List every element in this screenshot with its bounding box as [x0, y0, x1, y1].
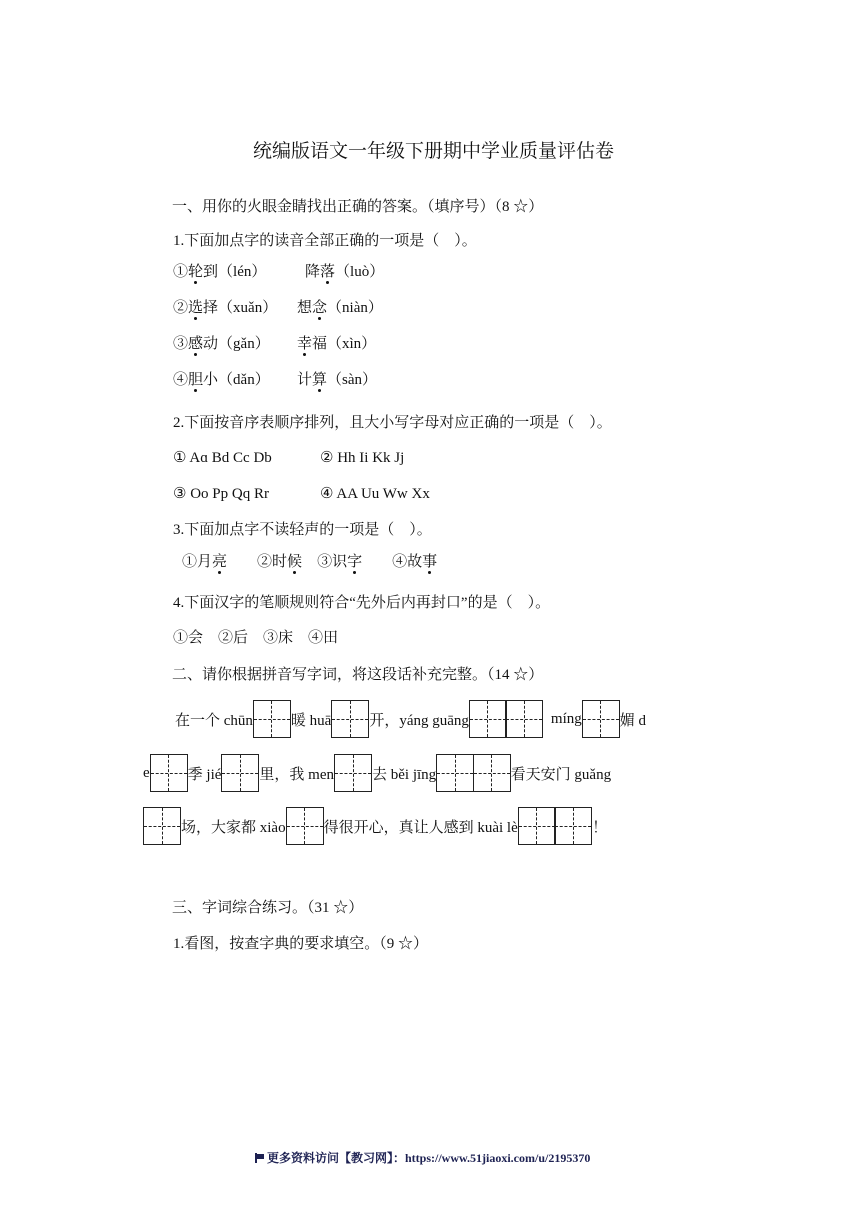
tianzige-box — [150, 754, 188, 792]
text-segment: 想 — [297, 300, 313, 316]
dotted-character: 念 — [312, 300, 328, 316]
text-segment: （sàn） — [327, 372, 378, 388]
passage-text: 看天安门 guǎng — [510, 766, 612, 783]
tianzige-box — [253, 700, 291, 738]
text-segment: ④故 — [362, 554, 423, 570]
passage-text: 里，我 men — [259, 766, 334, 783]
option-row — [173, 262, 384, 298]
tianzige-box — [436, 754, 474, 792]
dotted-character: 亮 — [212, 554, 228, 570]
tianzige-box — [554, 807, 592, 845]
page-title: 统编版语文一年级下册期中学业质量评估卷 — [252, 141, 614, 162]
text-segment: ② Hh Ii Kk Jj — [320, 450, 405, 466]
passage-text: 去 běi jīng — [372, 766, 437, 783]
dotted-character: 候 — [287, 554, 303, 570]
q4-options — [173, 628, 338, 664]
flag-icon — [255, 1153, 264, 1163]
text-segment: 择（xuǎn） — [203, 300, 278, 316]
writing-grid — [582, 700, 620, 738]
dotted-character: 落 — [320, 264, 336, 280]
text-segment: 降 — [305, 264, 321, 280]
passage-text: 季 jié — [187, 766, 222, 783]
option-text — [173, 484, 320, 504]
text-segment: （luò） — [335, 264, 385, 280]
option-row — [173, 298, 384, 334]
text-segment: 小（dǎn） — [203, 372, 270, 388]
dotted-character: 字 — [347, 554, 363, 570]
tianzige-box — [286, 807, 324, 845]
passage-line-1 — [175, 700, 646, 738]
dotted-character: 选 — [188, 300, 204, 316]
option-text — [297, 370, 377, 390]
q2-stem: 2.下面按音序表顺序排列，且大小写字母对应正确的一项是（ ）。 — [173, 415, 612, 431]
section1-heading: 一、用你的火眼金睛找出正确的答案。（填序号）（8 ☆） — [172, 199, 544, 215]
writing-grid — [518, 807, 593, 845]
option-row — [173, 334, 384, 370]
text-segment: 福（xìn） — [312, 336, 377, 352]
dotted-character: 感 — [188, 336, 204, 352]
text-segment: 计 — [297, 372, 313, 388]
option-text — [173, 370, 297, 390]
writing-grid — [150, 754, 188, 792]
text-segment: ③ — [173, 336, 189, 352]
text-segment: （niàn） — [327, 300, 383, 316]
option-text — [305, 262, 384, 282]
q1-stem: 1.下面加点字的读音全部正确的一项是（ ）。 — [173, 233, 477, 249]
option-text — [173, 628, 338, 648]
option-row — [173, 628, 338, 664]
option-row — [173, 448, 430, 484]
option-text — [173, 262, 305, 282]
writing-grid — [143, 807, 181, 845]
text-segment: ① — [173, 264, 189, 280]
option-text — [182, 552, 437, 572]
dotted-character: 事 — [422, 554, 438, 570]
writing-grid — [436, 754, 511, 792]
q3-stem: 3.下面加点字不读轻声的一项是（ ）。 — [173, 522, 432, 538]
dotted-character: 幸 — [297, 336, 313, 352]
dotted-character: 轮 — [188, 264, 204, 280]
section2-heading: 二、请你根据拼音写字词，将这段话补充完整。（14 ☆） — [172, 667, 544, 683]
passage-text: 在一个 chūn — [175, 712, 253, 729]
option-text — [297, 298, 383, 318]
passage-text: míng — [543, 710, 582, 727]
writing-grid — [331, 700, 369, 738]
writing-grid — [253, 700, 291, 738]
passage-line-3 — [143, 807, 607, 845]
tianzige-box — [473, 754, 511, 792]
q2-options — [173, 448, 430, 520]
text-segment: 动（gǎn） — [203, 336, 270, 352]
writing-grid — [286, 807, 324, 845]
tianzige-box — [143, 807, 181, 845]
footer-text: 更多资料访问【教习网】：https://www.51jiaoxi.com/u/2195370 — [267, 1151, 591, 1165]
text-segment: ①会 ②后 ③床 ④田 — [173, 630, 339, 646]
text-segment: ④ AA Uu Ww Xx — [320, 486, 430, 502]
option-row — [173, 370, 384, 406]
option-text — [297, 334, 376, 354]
option-text — [173, 298, 297, 318]
tianzige-box — [469, 700, 507, 738]
writing-grid — [469, 700, 544, 738]
passage-text: 开，yáng guāng — [369, 712, 469, 729]
dotted-character: 胆 — [188, 372, 204, 388]
passage-text: 媚 d — [619, 712, 647, 729]
q3-options — [182, 552, 437, 588]
writing-grid — [221, 754, 259, 792]
tianzige-box — [334, 754, 372, 792]
text-segment: ① Aɑ Bd Cc Db — [173, 450, 272, 466]
option-text — [320, 484, 430, 504]
section3-q1-stem: 1.看图，按查字典的要求填空。（9 ☆） — [173, 936, 429, 952]
passage-text: e — [143, 764, 150, 781]
option-text — [173, 334, 297, 354]
text-segment: ② — [173, 300, 189, 316]
text-segment: ①月 — [182, 554, 213, 570]
text-segment: ②时 — [227, 554, 288, 570]
text-segment: ④ — [173, 372, 189, 388]
tianzige-box — [505, 700, 543, 738]
text-segment: ③识 — [302, 554, 348, 570]
text-segment: ③ Oo Pp Qq Rr — [173, 486, 269, 502]
tianzige-box — [221, 754, 259, 792]
passage-text: 场，大家都 xiào — [181, 819, 286, 836]
dotted-character: 算 — [312, 372, 328, 388]
tianzige-box — [518, 807, 556, 845]
option-row — [182, 552, 437, 588]
footer-banner — [255, 1150, 590, 1166]
option-text — [320, 448, 404, 468]
text-segment: 到（lén） — [203, 264, 267, 280]
section3-heading: 三、字词综合练习。（31 ☆） — [172, 900, 364, 916]
passage-line-2 — [143, 754, 611, 792]
passage-text: 得很开心，真让人感到 kuài lè — [323, 819, 518, 836]
tianzige-box — [582, 700, 620, 738]
q1-options — [173, 262, 384, 406]
passage-text: ！ — [592, 819, 608, 836]
passage-text: 暖 huā — [290, 712, 332, 729]
writing-grid — [334, 754, 372, 792]
option-text — [173, 448, 320, 468]
q4-stem: 4.下面汉字的笔顺规则符合“先外后内再封口”的是（ ）。 — [173, 595, 551, 611]
option-row — [173, 484, 430, 520]
tianzige-box — [331, 700, 369, 738]
